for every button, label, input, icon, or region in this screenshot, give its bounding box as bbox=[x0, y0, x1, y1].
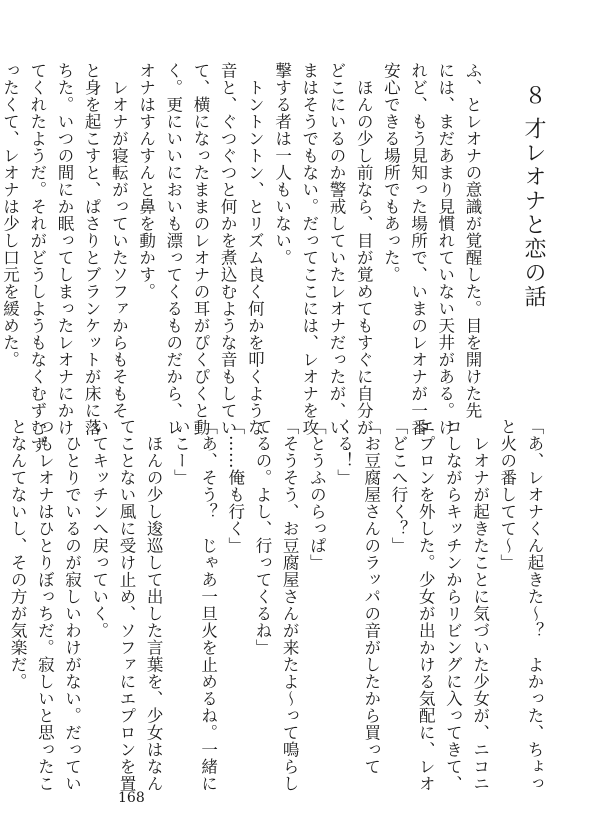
text-line: どこにいるのか警戒していたレオナだったが、い bbox=[326, 62, 346, 436]
text-line: レオナが寝転がっていたソファからもそもそ bbox=[109, 62, 129, 419]
text-line: まはそうでもない。だってここには、レオナを攻 bbox=[299, 62, 319, 436]
text-line: コしながらキッチンからリビングに入ってきて、 bbox=[443, 418, 463, 792]
text-line: 撃する者は一人もいない。 bbox=[272, 62, 292, 266]
text-line: ひとりでいるのが寂しいわけがない。だってい bbox=[62, 418, 82, 792]
text-line: となんてないし、その方が気楽だ。 bbox=[8, 418, 28, 690]
text-line: 「どこへ行く？」 bbox=[388, 418, 408, 554]
text-line: つもレオナはひとりぼっちだ。寂しいと思ったこ bbox=[35, 418, 55, 792]
text-line: て、横になったままのレオナの耳がぴくぴくと動 bbox=[190, 62, 210, 436]
text-line: と火の番してて～」 bbox=[497, 418, 517, 571]
text-line: てくれたようだ。それがどうしようもなくむずむず bbox=[27, 62, 47, 453]
text-line: オナはすんすんと鼻を動かす。 bbox=[136, 62, 156, 300]
text-line: 「お豆腐屋さんのラッパの音がしたから買って bbox=[361, 418, 381, 775]
text-line: ほんの少し逡巡して出した言葉を、少女はなん bbox=[144, 418, 164, 792]
text-line: と身を起こすと、ぱさりとブランケットが床に落 bbox=[82, 62, 102, 436]
text-line: 「あ、レオナくん起きた～？ よかった、ちょっ bbox=[525, 418, 544, 792]
text-line: いてキッチンへ戻っていく。 bbox=[89, 418, 109, 639]
text-line: くる！」 bbox=[334, 418, 354, 486]
text-line: 音と、ぐつぐつと何かを煮込むような音もしてい bbox=[218, 62, 238, 436]
text-line: く。更にいいにおいも漂ってくるものだから、レ bbox=[163, 62, 183, 436]
text-line: 「そうそう、お豆腐屋さんが来たよ～って鳴らし bbox=[280, 418, 300, 792]
text-line: ふ、とレオナの意識が覚醒した。目を開けた先 bbox=[463, 62, 482, 419]
text-line: ほんの少し前なら、目が覚めてもすぐに自分が bbox=[354, 62, 374, 436]
text-line: 「……俺も行く」 bbox=[225, 418, 245, 554]
text-line: 「とうふのらっぱ」 bbox=[307, 418, 327, 571]
chapter-title: ８ 才レオナと恋の話 bbox=[521, 84, 546, 309]
text-column-bottom bbox=[8, 418, 548, 792]
text-line: れど、もう見知った場所で、いまのレオナが一番 bbox=[408, 62, 428, 436]
page-number: 168 bbox=[118, 790, 145, 806]
text-line: ったくて、レオナは少し口元を緩めた。 bbox=[0, 62, 20, 368]
text-line: 「あ、そう？ じゃあ一旦火を止めるね。一緒に bbox=[198, 418, 218, 792]
text-line: てことない風に受け止め、ソファにエプロンを置 bbox=[116, 418, 136, 792]
text-line: いこー」 bbox=[171, 418, 191, 486]
text-line: エプロンを外した。少女が出かける気配に、レオ bbox=[416, 418, 436, 792]
text-line: てるの。よし、行ってくるね」 bbox=[252, 418, 272, 656]
text-line: 安心できる場所でもあった。 bbox=[381, 62, 401, 283]
text-line: レオナが起きたことに気づいた少女が、ニコニ bbox=[470, 418, 490, 792]
text-line: には、まだあまり見慣れていない天井がある。け bbox=[435, 62, 455, 436]
text-line: ちた。いつの間にか眠ってしまったレオナにかけ bbox=[54, 62, 74, 436]
text-line: トントントン、とリズム良く何かを叩くような bbox=[245, 62, 265, 436]
